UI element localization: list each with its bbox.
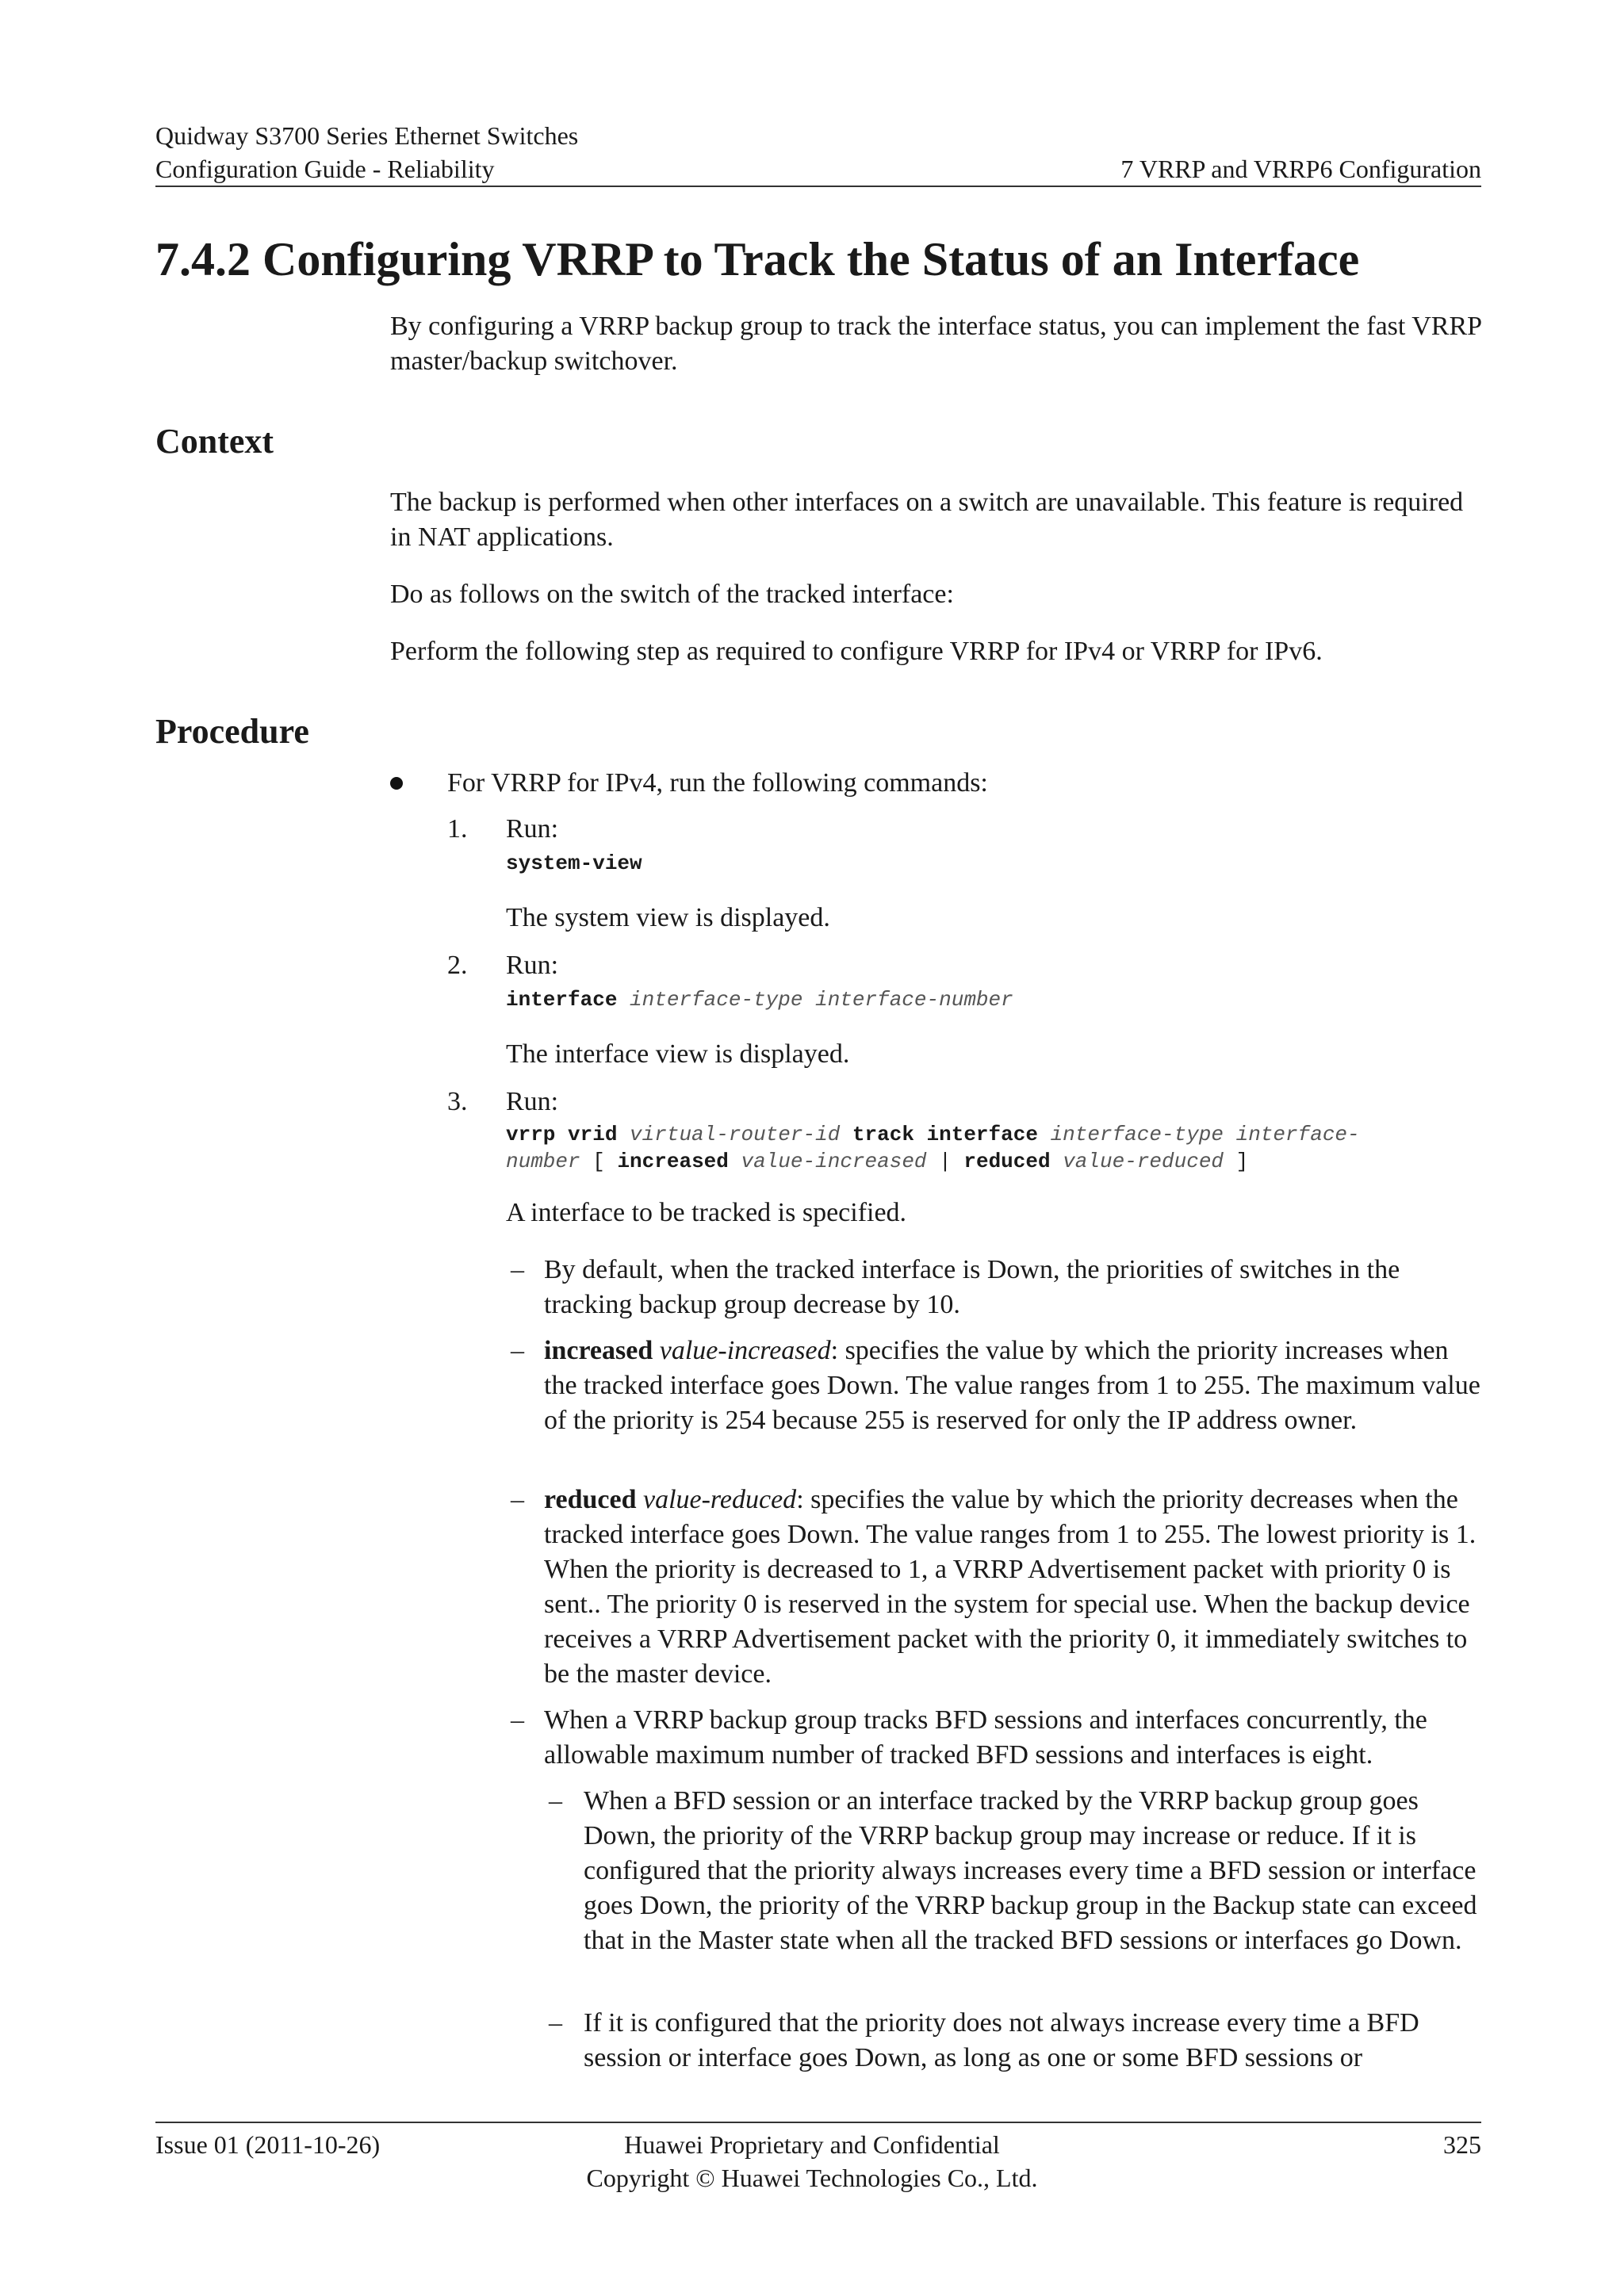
note-bfd-max: When a VRRP backup group tracks BFD sessions and interfaces concurrently, the allowable maximum number of tracked BFD sessions and interfaces is eight. <box>544 1705 1427 1770</box>
context-paragraph-2: Do as follows on the switch of the tracked interface: <box>390 580 954 609</box>
procedure-bullet: For VRRP for IPv4, run the following commands: <box>447 768 988 798</box>
footer-issue: Issue 01 (2011-10-26) <box>155 2130 381 2159</box>
context-paragraph-3: Perform the following step as required to configure VRRP for IPv4 or VRRP for IPv6. <box>390 637 1323 666</box>
footer-confidential: Huawei Proprietary and Confidential <box>624 2130 1000 2159</box>
dash-icon: – <box>511 1336 524 1365</box>
step-1-run: Run: <box>506 814 559 844</box>
context-heading: Context <box>155 422 274 461</box>
dash-icon: – <box>549 1786 562 1816</box>
note-bfd-priority-increase: When a BFD session or an interface tracked by the VRRP backup group goes Down, the priority of the VRRP backup group may increase or reduce. If it is configured that the priority always increases every time a BFD session or interface goes Down, the priority of the VRRP backup group in the Backup state can exceed that in the Master state when all the tracked BFD sessions or interfaces go Down. <box>584 1786 1477 1955</box>
header-chapter: 7 VRRP and VRRP6 Configuration <box>1120 155 1481 183</box>
step-3-number: 3. <box>447 1087 468 1116</box>
step-1-number: 1. <box>447 814 468 844</box>
section-title: 7.4.2 Configuring VRRP to Track the Status of an Interface <box>155 233 1360 285</box>
footer-rule <box>155 2122 1481 2123</box>
footer-page-number: 325 <box>1443 2130 1481 2159</box>
context-paragraph-1: The backup is performed when other interfaces on a switch are unavailable. This feature is required in NAT applications. <box>390 488 1464 552</box>
dash-icon: – <box>511 1255 524 1284</box>
step-2-number: 2. <box>447 951 468 980</box>
step-3-result: A interface to be tracked is specified. <box>506 1198 907 1227</box>
header-guide: Configuration Guide - Reliability <box>155 155 495 183</box>
dash-icon: – <box>511 1705 524 1735</box>
note-default: By default, when the tracked interface is Down, the priorities of switches in the tracking backup group decrease by 10. <box>544 1255 1400 1319</box>
header-product: Quidway S3700 Series Ethernet Switches <box>155 121 579 150</box>
procedure-heading: Procedure <box>155 712 309 751</box>
note-reduced: reduced value-reduced: specifies the value by which the priority decreases when the tracked interface goes Down. The value ranges from 1 to 255. The lowest priority is 1. When the priority is decreased to 1, a VRRP Advertisement packet with priority 0 is sent.. The priority 0 is reserved in the system for special use. When the backup device receives a VRRP Advertisement packet with the priority 0, it immediately switches to be the master device. <box>544 1485 1477 1689</box>
step-2-result: The interface view is displayed. <box>506 1039 850 1069</box>
step-1-command: system-view <box>506 851 642 875</box>
dash-icon: – <box>549 2008 562 2038</box>
step-2-command: interface interface-type interface-number <box>506 988 1013 1012</box>
bullet-icon <box>390 777 403 790</box>
intro-paragraph: By configuring a VRRP backup group to track the interface status, you can implement the fast VRRP master/backup switchover. <box>390 312 1481 376</box>
note-bfd-priority-not-increase: If it is configured that the priority does not always increase every time a BFD session or interface goes Down, as long as one or some BFD sessions or <box>584 2008 1419 2072</box>
footer-copyright: Copyright © Huawei Technologies Co., Ltd. <box>586 2164 1038 2192</box>
note-increased: increased value-increased: specifies the value by which the priority increases when the tracked interface goes Down. The value ranges from 1 to 255. The maximum value of the priority is 254 because 255 is reserved for only the IP address owner. <box>544 1336 1480 1435</box>
step-3-run: Run: <box>506 1087 559 1116</box>
dash-icon: – <box>511 1485 524 1514</box>
step-1-result: The system view is displayed. <box>506 903 830 932</box>
step-3-command: vrrp vrid virtual-router-id track interface interface-type interface- number [ increased value-increased | reduced value-reduced ] <box>506 1123 1360 1173</box>
header-rule <box>155 186 1481 187</box>
step-2-run: Run: <box>506 951 559 980</box>
